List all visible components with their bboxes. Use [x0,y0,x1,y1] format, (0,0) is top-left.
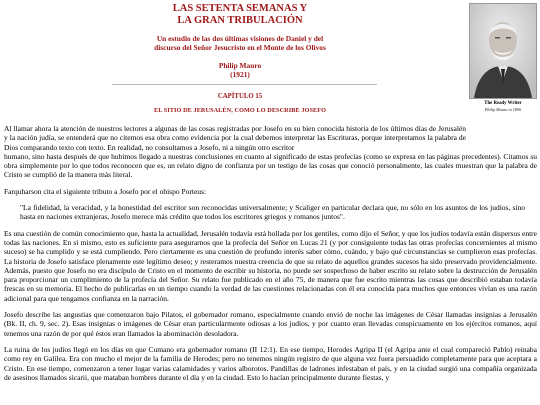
paragraph-2: Farquharson cita el siguiente tributo a Josefo por el obispo Porteus: [4,186,207,196]
publication-year: (1921) [230,70,250,79]
section-heading: EL SITIO DE JERUSALÉN, COMO LO DESCRIBE JOSEFO [153,107,327,114]
subtitle-line-1: Un estudio de las dos últimas visiones de Daniel y del [156,34,324,43]
paragraph-1-intro: Al llamar ahora la atención de nuestros lectores a algunas de las cosas registradas por Josefo en su bien conocida historia de los últimos días de Jerusalén y la nación judía, se entenderá que no citemos esa obra como evidencia por la cual debemos interpretar las Escrituras, porque interpretamos la palabra de Dios comparando texto con texto. En realidad, no consultamos a Josefo, ni a ningún otro escritor [4,124,466,152]
divider-rule [112,84,377,85]
author-name: Philip Mauro [218,61,262,70]
paragraph-5: La ruina de los judíos llegó en los días en que Cumano era gobernador romano (II 12:1). En ese tiempo, Herodes Agripa II (el Agripa ante el cual compareció Pablo) reinaba como rey en Galilea. Era con mucho el mejor de la familia de Herodes; pero no tenemos ningún registro de que alguna vez fuera persuadido completamente para que aceptara a Cristo. En ese tiempo, comenzaron a tener lugar varias calamidades y varios alborotos. Pandillas de ladrones infestaban el país, y en la ciudad surgió una compañía organizada de asesinos llamados sicarii, que mataban hombres durante el día y en la ciudad. Esto lo hacían principalmente durante fiestas, y [4,344,537,382]
title-line-1: LAS SETENTA SEMANAS Y [172,3,308,14]
paragraph-3: Es una cuestión de común conocimiento que, hasta la actualidad, Jerusalén todavía está hollada por los gentiles, como dijo el Señor, y que los judíos todavía están dispersos entre todas las naciones. En sí mismo, esto es suficiente para asegurarnos que la profecía del Señor en Lucas 21 (y por consiguiente todas las otras profecías concernientes al mismo suceso) se ha cumplido y se está cumpliendo. Pero ciertamente es una cuestión de profundo interés saber cómo, cuándo, y bajo qué circunstancias se cumplieron esas profecías. La historia de Josefo satisface plenamente este legítimo deseo; y resteramos nuestra creencia de que su relato de aquellos grandes sucesos ha sido preservado providencialmente. Además, puesto que Josefo no era discípulo de Cristo en el momento de escribir su historia, no puede ser sospechoso de haber escrito su relato sobre la destrucción de Jerusalén para proporcionar un cumplimiento de la profecía del Señor. Su relato fue publicado en el año 75, de manera que fue escrito mientras las cosas que describió estaban todavía frescas en su memoria. El hecho de publicarlas en un tiempo cuando la verdad de las cuestiones relacionadas con él era conocida para muchos que entonces vivían es una razón adicional para que tengamos confianza en la narración. [4,228,537,303]
subtitle-line-2: discurso del Señor Jesucristo en el Monte de los Olivos [154,43,326,52]
portrait-image [470,4,536,98]
title-line-2: LA GRAN TRIBULACIÓN [177,15,303,26]
photo-caption: The Ready Writer [484,101,522,106]
author-portrait [469,3,537,99]
document-subtitle [0,34,480,52]
document-title [0,3,480,27]
author-block [0,61,480,79]
paragraph-1-continued: humano, sino hasta después de que hubimos llegado a nuestras conclusiones en cuanto al significado de estas profecías (como se expresa en las páginas precedentes). Citamos su obra simplemente por lo que todos reconocen que es, un relato digno de confianza por un testigo de las cosas que conoció personalmente, las cuales muestran que la palabra de Cristo se cumplió de la manera más literal. [4,151,537,180]
paragraph-4: Josefo describe las angustias que comenzaron bajo Pilatos, el gobernador romano, especialmente cuando envió de noche las imágenes de César llamadas insignias a Jerusalén (Bk. II, ch. 9, sec. 2). Esas insignias o imágenes de César eran particularmente odiosas a los judíos, y por cuanto eran llevadas conspicuamente en los ejércitos romanos, aquí tenemos una razón de por qué éstos eran llamados la abominación desoladora. [4,310,537,338]
photo-subcaption: Philip Mauro in 1896 [484,107,522,112]
chapter-heading: CAPÍTULO 15 [217,93,263,100]
block-quote: "La fidelidad, la veracidad, y la honestidad del escritor son reconocidas universalmente; y Scaliger en particular declara que, no sólo en los asuntos de los judíos, sino hasta en naciones extranjeras, Josefo merece más crédito que todos los escritores griegos y romanos juntos". [20,203,525,222]
author-photo-block [469,3,537,125]
article-body [4,124,537,389]
